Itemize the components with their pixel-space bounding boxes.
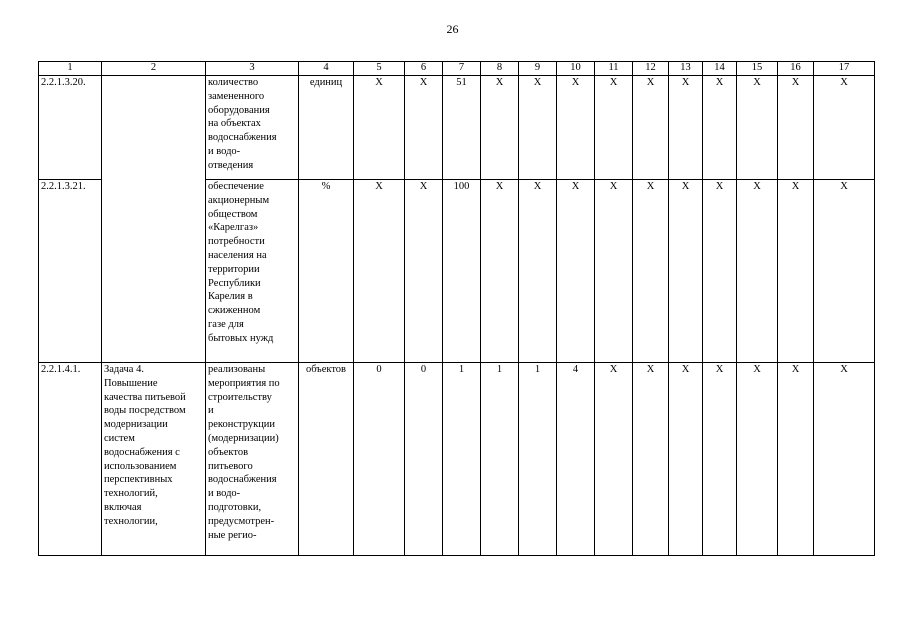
row-code: 2.2.1.3.21.: [39, 180, 102, 363]
column-header: 1: [39, 62, 102, 76]
value-cell: 1: [481, 363, 519, 556]
indicator-cell: реализованы мероприятия по строительству и реконструкции (модернизации) объектов питьевого водоснабжения и водо- подготовки, предусмотрен- ные регио-: [206, 363, 299, 556]
header-row: [39, 62, 875, 76]
value-cell: Х: [669, 76, 703, 180]
column-header: 6: [405, 62, 443, 76]
value-cell: Х: [557, 180, 595, 363]
value-cell: Х: [737, 76, 778, 180]
value-cell: 1: [519, 363, 557, 556]
task-cell: [102, 76, 206, 363]
column-header: 9: [519, 62, 557, 76]
column-header: 17: [814, 62, 875, 76]
table-row: [39, 76, 875, 180]
unit-cell: объектов: [299, 363, 354, 556]
column-header: 10: [557, 62, 595, 76]
value-cell: Х: [778, 180, 814, 363]
value-cell: Х: [814, 363, 875, 556]
value-cell: Х: [595, 363, 633, 556]
column-header: 14: [703, 62, 737, 76]
value-cell: Х: [703, 76, 737, 180]
unit-cell: единиц: [299, 76, 354, 180]
value-cell: Х: [405, 76, 443, 180]
value-cell: Х: [669, 180, 703, 363]
column-header: 8: [481, 62, 519, 76]
value-cell: Х: [519, 180, 557, 363]
value-cell: 0: [405, 363, 443, 556]
value-cell: Х: [557, 76, 595, 180]
row-code: 2.2.1.3.20.: [39, 76, 102, 180]
value-cell: Х: [633, 363, 669, 556]
indicator-cell: обеспечение акционерным обществом «Карелгаз» потребности населения на территории Республики Карелия в сжиженном газе для бытовых нужд: [206, 180, 299, 363]
indicator-cell: количество замененного оборудования на объектах водоснабжения и водо- отведения: [206, 76, 299, 180]
column-header: 12: [633, 62, 669, 76]
value-cell: Х: [633, 180, 669, 363]
page-number: 26: [446, 22, 459, 36]
value-cell: Х: [595, 76, 633, 180]
value-cell: 0: [354, 363, 405, 556]
column-header: 7: [443, 62, 481, 76]
row-code: 2.2.1.4.1.: [39, 363, 102, 556]
value-cell: Х: [669, 363, 703, 556]
unit-cell: %: [299, 180, 354, 363]
value-cell: Х: [778, 76, 814, 180]
task-cell: Задача 4. Повышение качества питьевой воды посредством модернизации систем водоснабжения с использованием перспективных технологий, включая технологии,: [102, 363, 206, 556]
column-header: 13: [669, 62, 703, 76]
column-header: 15: [737, 62, 778, 76]
value-cell: 1: [443, 363, 481, 556]
indicators-table: [38, 61, 875, 556]
column-header: 3: [206, 62, 299, 76]
value-cell: Х: [354, 180, 405, 363]
column-header: 2: [102, 62, 206, 76]
value-cell: Х: [595, 180, 633, 363]
table-row: [39, 363, 875, 556]
value-cell: Х: [737, 180, 778, 363]
value-cell: Х: [481, 76, 519, 180]
value-cell: Х: [778, 363, 814, 556]
value-cell: Х: [737, 363, 778, 556]
value-cell: Х: [633, 76, 669, 180]
column-header: 4: [299, 62, 354, 76]
value-cell: Х: [703, 180, 737, 363]
value-cell: Х: [814, 180, 875, 363]
value-cell: 4: [557, 363, 595, 556]
value-cell: Х: [354, 76, 405, 180]
value-cell: Х: [703, 363, 737, 556]
column-header: 16: [778, 62, 814, 76]
column-header: 5: [354, 62, 405, 76]
value-cell: 100: [443, 180, 481, 363]
value-cell: Х: [519, 76, 557, 180]
value-cell: Х: [405, 180, 443, 363]
value-cell: Х: [481, 180, 519, 363]
value-cell: Х: [814, 76, 875, 180]
column-header: 11: [595, 62, 633, 76]
value-cell: 51: [443, 76, 481, 180]
